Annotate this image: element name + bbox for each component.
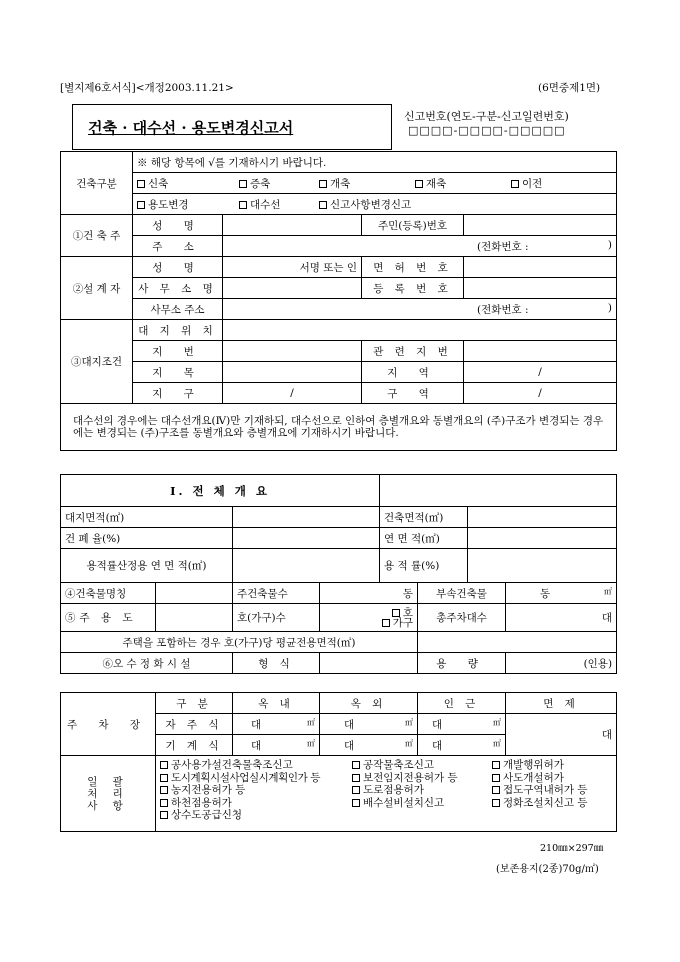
site-related-lot-field[interactable] (464, 341, 617, 362)
designer-reg-label: 등 록 번 호 (362, 278, 464, 299)
info-table (60, 151, 617, 451)
annex-label: 부속건축물 (418, 583, 506, 604)
site-zone-field[interactable]: / (464, 362, 617, 383)
far-label: 용 적 률(%) (380, 549, 468, 583)
checkbox[interactable] (352, 774, 360, 782)
site-related-lot-label: 관 련 지 번 (362, 341, 464, 362)
checkbox[interactable] (160, 761, 168, 769)
report-number-label: 신고번호(연도-구분-신고일련번호) (404, 110, 569, 123)
parking-head-gubun: 구 분 (156, 693, 233, 714)
site-district-field[interactable]: / (223, 383, 362, 404)
checkbox[interactable] (137, 180, 145, 188)
site-land-category-field[interactable] (223, 362, 362, 383)
site-lot-label: 지 번 (133, 341, 223, 362)
site-lot-field[interactable] (223, 341, 362, 362)
site-section-field[interactable]: / (464, 383, 617, 404)
checkbox[interactable] (239, 201, 247, 209)
report-number-boxes[interactable]: □□□□-□□□□-□□□□□ (408, 124, 566, 137)
designer-reg-field[interactable] (464, 278, 617, 299)
overview-table (60, 474, 617, 674)
designer-name-label: 성 명 (133, 257, 223, 278)
checkbox[interactable] (392, 609, 400, 617)
septic-capacity-field[interactable]: (인용) (506, 653, 617, 674)
checkbox[interactable] (239, 180, 247, 188)
parking-self-label: 자 주 식 (156, 714, 233, 735)
coverage-label: 건 폐 율(%) (61, 528, 233, 549)
designer-license-label: 면 허 번 호 (362, 257, 464, 278)
designer-sign-field[interactable]: 서명 또는 인 (223, 257, 362, 278)
parking-head-nearby: 인 근 (418, 693, 506, 714)
checkbox[interactable] (492, 761, 500, 769)
site-zone-label: 지 역 (362, 362, 464, 383)
checkbox[interactable] (137, 201, 145, 209)
parking-self-nearby[interactable]: 대 ㎡ (418, 714, 506, 735)
far-field[interactable] (468, 549, 617, 583)
main-building-count-field[interactable]: 동 (320, 583, 418, 604)
far-floor-field[interactable] (233, 549, 380, 583)
site-district-label: 지 구 (133, 383, 223, 404)
checkbox[interactable] (352, 799, 360, 807)
category-row-2: 용도변경 대수선 신고사항변경신고 (133, 194, 617, 215)
owner-name-field[interactable] (223, 215, 362, 236)
parking-self-outdoor[interactable]: 대 ㎡ (320, 714, 418, 735)
checkbox[interactable] (319, 180, 327, 188)
checkbox[interactable] (160, 786, 168, 794)
units-field[interactable]: 호 가구 (320, 604, 418, 632)
category-label: 건축구분 (61, 152, 133, 215)
site-area-label: 대지면적(㎡) (61, 507, 233, 528)
building-name-field[interactable] (156, 583, 233, 604)
units-label: 호(가구)수 (233, 604, 320, 632)
designer-office-field[interactable] (223, 278, 362, 299)
site-location-label: 대 지 위 치 (133, 320, 223, 341)
checkbox[interactable] (160, 811, 168, 819)
parking-mech-label: 기 계 식 (156, 735, 233, 756)
checkbox[interactable] (160, 774, 168, 782)
parking-head-indoor: 옥 내 (233, 693, 320, 714)
total-floor-field[interactable] (468, 528, 617, 549)
septic-capacity-label: 용 량 (418, 653, 506, 674)
checkbox[interactable] (160, 799, 168, 807)
septic-type-field[interactable] (320, 653, 418, 674)
checkbox[interactable] (492, 799, 500, 807)
septic-type-label: 형 식 (233, 653, 320, 674)
building-area-label: 건축면적(㎡) (380, 507, 468, 528)
parking-table (60, 692, 617, 832)
batch-items: 공사용가설건축물축조신고 공작물축조신고 개발행위허가 도시계획시설사업실시계획인가 등 보전임지전용허가 등 사도개설허가 농지전용허가 등 도로점용허가 접도구역내허가 등 하천점용허가 배수설비설치신고 정화조설치신고 등 상수도공급신청 (156, 756, 617, 832)
designer-label: ②설 계 자 (61, 257, 133, 320)
checkbox[interactable] (492, 786, 500, 794)
parking-mech-indoor[interactable]: 대 ㎡ (233, 735, 320, 756)
site-location-field[interactable] (223, 320, 617, 341)
paper-size: 210㎜×297㎜ (540, 843, 604, 854)
avg-area-label: 주택을 포함하는 경우 호(가구)당 평균전용면적(㎡) (61, 632, 418, 653)
parking-label: 주 차 장 (61, 693, 156, 756)
form-reference: [별지제6호서식]<개정2003.11.21> (60, 82, 234, 94)
checkbox[interactable] (319, 201, 327, 209)
parking-head-outdoor: 옥 외 (320, 693, 418, 714)
owner-address-field[interactable]: (전화번호 : ) (223, 236, 617, 257)
designer-office-addr-label: 사무소 주소 (133, 299, 223, 320)
paper-type: (보존용지(2종)70g/㎡) (496, 864, 599, 875)
parking-total-field[interactable]: 대 (506, 604, 617, 632)
parking-mech-nearby[interactable]: 대 ㎡ (418, 735, 506, 756)
site-label: ③대지조건 (61, 320, 133, 404)
annex-field[interactable]: 동 ㎡ (506, 583, 617, 604)
designer-license-field[interactable] (464, 257, 617, 278)
checkbox[interactable] (382, 619, 390, 627)
parking-self-indoor[interactable]: 대 ㎡ (233, 714, 320, 735)
category-row-1: 신축 증축 개축 재축 이전 (133, 173, 617, 194)
building-name-label: ④건축물명칭 (61, 583, 156, 604)
page-title: 건축 · 대수선 · 용도변경신고서 (88, 119, 294, 137)
checkbox[interactable] (415, 180, 423, 188)
overview-section-title: Ⅰ. 전 체 개 요 (61, 475, 380, 507)
owner-id-field[interactable] (464, 215, 617, 236)
site-section-label: 구 역 (362, 383, 464, 404)
owner-name-label: 성 명 (133, 215, 223, 236)
septic-label: ⑥오 수 정 화 시 설 (61, 653, 233, 674)
parking-mech-outdoor[interactable]: 대 ㎡ (320, 735, 418, 756)
renovation-notice: 대수선의 경우에는 대수선개요(Ⅳ)만 기재하되, 대수선으로 인하여 층별개요와 동별개요의 (주)구조가 변경되는 경우에는 변경되는 (주)구조를 동별개요와 층별개요에 기재하시기 바랍니다. (61, 404, 617, 451)
category-note: ※ 해당 항목에 √를 기재하시기 바랍니다. (133, 152, 617, 173)
checkbox[interactable] (492, 774, 500, 782)
batch-label: 일 괄 처 리 사 항 (61, 756, 156, 832)
page-info: (6면중제1면) (538, 82, 601, 94)
main-use-field[interactable] (156, 604, 233, 632)
site-land-category-label: 지 목 (133, 362, 223, 383)
owner-label: ①건 축 주 (61, 215, 133, 257)
far-floor-label: 용적률산정용 연 면 적(㎡) (61, 549, 233, 583)
designer-office-label: 사 무 소 명 (133, 278, 223, 299)
avg-area-field[interactable] (418, 632, 617, 653)
designer-office-addr-field[interactable]: (전화번호 : ) (223, 299, 617, 320)
parking-exempt-field[interactable]: 대 (506, 714, 617, 756)
main-building-count-label: 주건축물수 (233, 583, 320, 604)
coverage-field[interactable] (233, 528, 380, 549)
parking-total-label: 총주차대수 (418, 604, 506, 632)
checkbox[interactable] (511, 180, 519, 188)
checkbox[interactable] (352, 786, 360, 794)
total-floor-label: 연 면 적(㎡) (380, 528, 468, 549)
parking-head-exempt: 면 제 (506, 693, 617, 714)
main-use-label: ⑤주 용 도 (61, 604, 156, 632)
owner-id-label: 주민(등록)번호 (362, 215, 464, 236)
owner-address-label: 주 소 (133, 236, 223, 257)
site-area-field[interactable] (233, 507, 380, 528)
checkbox[interactable] (352, 761, 360, 769)
building-area-field[interactable] (468, 507, 617, 528)
